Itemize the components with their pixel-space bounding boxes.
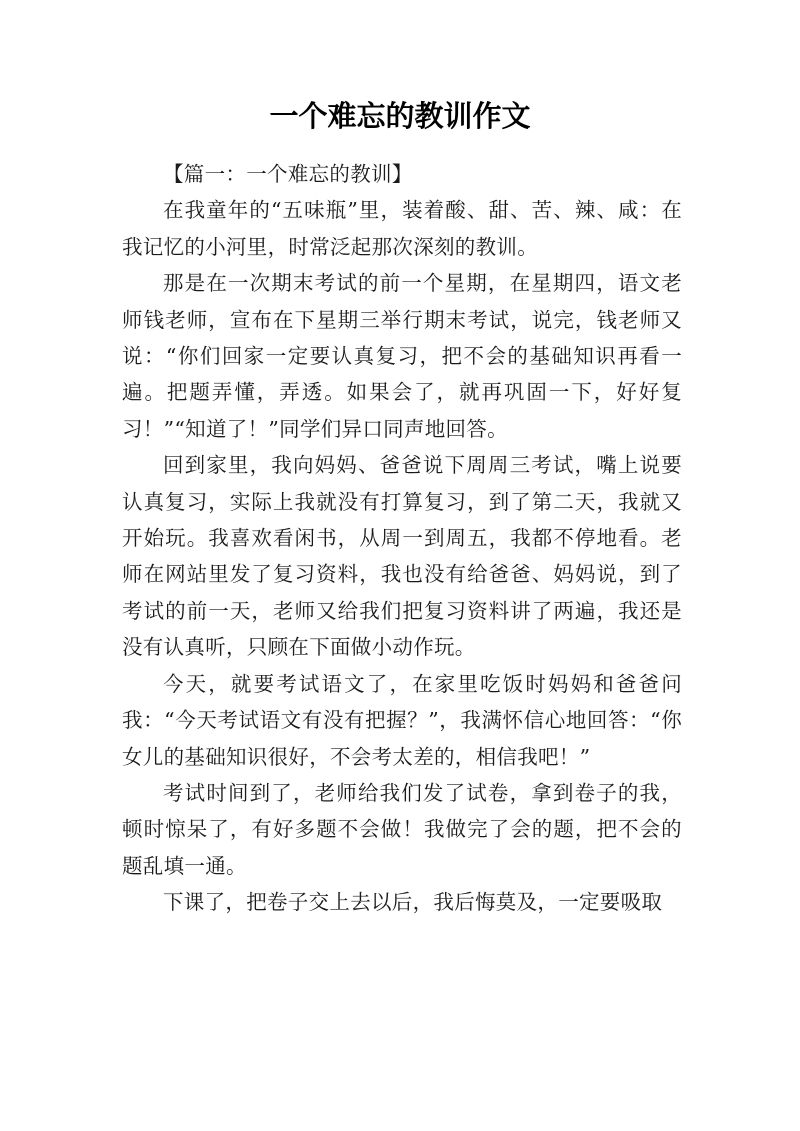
essay-body: [122, 156, 682, 921]
paragraph-2: 那是在一次期末考试的前一个星期，在星期四，语文老师钱老师，宣布在下星期三举行期末考试，说完，钱老师又说：“你们回家一定要认真复习，把不会的基础知识再看一遍。把题弄懂，弄透。如果会了，就再巩固一下，好好复习！”“知道了！”同学们异口同声地回答。: [122, 271, 682, 441]
paragraph-5: 考试时间到了，老师给我们发了试卷，拿到卷子的我，顿时惊呆了，有好多题不会做！我做完了会的题，把不会的题乱填一通。: [122, 780, 682, 878]
paragraph-1: 在我童年的“五味瓶”里，装着酸、甜、苦、辣、咸：在我记忆的小河里，时常泛起那次深刻的教训。: [122, 198, 682, 259]
paragraph-4: 今天，就要考试语文了，在家里吃饭时妈妈和爸爸问我：“今天考试语文有没有把握？”，我满怀信心地回答：“你女儿的基础知识很好，不会考太差的，相信我吧！”: [122, 671, 682, 769]
paragraph-6: 下课了，把卷子交上去以后，我后悔莫及，一定要吸取: [163, 890, 663, 915]
paragraph-3: 回到家里，我向妈妈、爸爸说下周周三考试，嘴上说要认真复习，实际上我就没有打算复习，到了第二天，我就又开始玩。我喜欢看闲书，从周一到周五，我都不停地看。老师在网站里发了复习资料，我也没有给爸爸、妈妈说，到了考试的前一天，老师又给我们把复习资料讲了两遍，我还是没有认真听，只顾在下面做小动作玩。: [122, 453, 682, 660]
page-title: 一个难忘的教训作文: [269, 99, 531, 133]
section-heading: 【篇一：一个难忘的教训】: [163, 162, 413, 186]
